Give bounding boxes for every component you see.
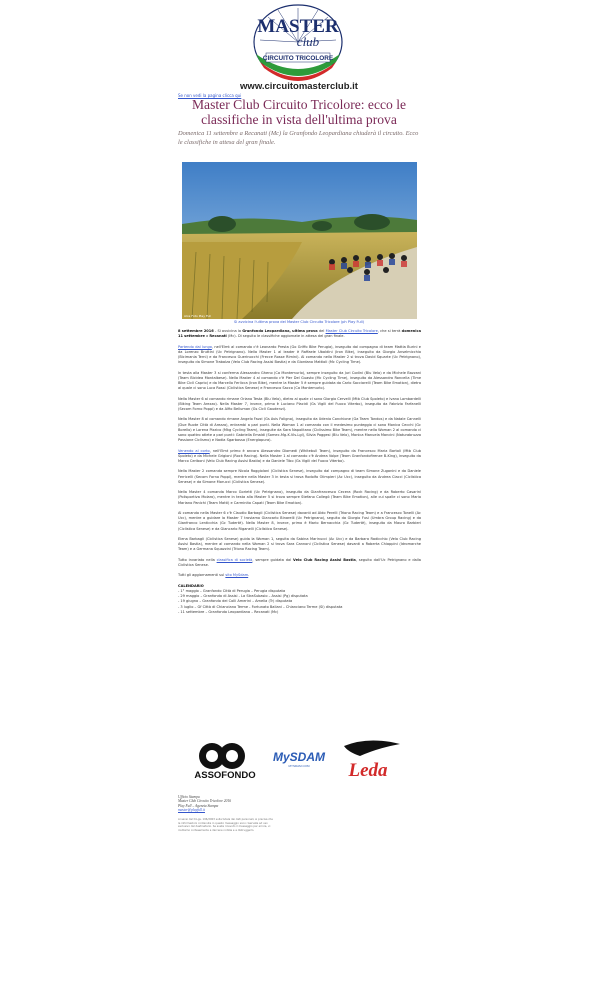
calendar-heading: CALENDARIO [178, 583, 204, 588]
text-span: , nell'Elmt al comando c'è Leonardo Presta (Go Griffo Bike Perugia), inseguito dal compagno di team Mattia Burini e da Lorenzo Bruttini (Uc Petrignano). Nella Master 1 al leader è Raffaele Ubaldini (Iron Bike), inseguito da Giorgio Anselmicchio (Bicimania Terni) e da Francesco Guerinocchi (Frecce Rosse Rimini). Al comando nella Master 2 si trova David Squarte (Uc Petrignano), inseguito da Simone Trabalza (Velo Club Racing Assisi Bastia) e da Giordano Mattioli (Mc Cycling Time). [178, 344, 421, 365]
mysdam-link[interactable]: sito MySdam [225, 573, 249, 578]
short-course-link[interactable]: Venendo al corto [178, 448, 210, 453]
text-span: , sempre guidata dal [252, 557, 294, 562]
leda-logo[interactable] [338, 734, 408, 782]
race-photo [182, 162, 417, 319]
logo-band-text: CIRCUITO TRICOLORE [262, 55, 334, 62]
text-span: , seguito dall'Uc Petrignano e dalla Ciclistica Senese. [178, 557, 421, 567]
photo-caption: Si avvicina l'ultima prova del Master Club Circuito Tricolore (ph Play Full) [233, 320, 365, 324]
photo-credit: Alca Foto Play Full [184, 314, 212, 318]
leda-label: Leda [348, 760, 388, 781]
text-span: Tutto invariato nella [178, 557, 217, 562]
paragraph-updates [178, 573, 421, 578]
long-course-link[interactable]: Partendo dal lungo [178, 344, 212, 349]
text-span: , nell'Elmt primo è ancora Alessandro Diomedi (Whitebull Team), inseguito da Francesco Maria Bartoli (Mtb Club Spoleto) e da Michele Grigioni (Rock Racing). Nella Master 1 al comando c'è Andrea Volpe (Team Granfondofirenze B-King), inseguito da Marco Ceriboni (Velo Club Racing Assisi Bastia) e da Daniele Tibo (Gs Vigili del Fuoco Viterbo). [178, 448, 421, 463]
calendar-item: - 19 giugno – Granfondo dei Colli Amerini – Amelia (Tr) disputata [178, 599, 293, 604]
paragraph-short-master-6-8: Al comando nella Master 6 c'è Claudio Barbagli (Ciclistica Senese) davanti ad Aldo Perelli (Triono Racing Team) e a Francesco Tonelli (Ac Ucc), mentre a guidare la Master 7 troviamo Giancarlo Binarelli (Uc Petrignano), seguito da Giorgio Fusi (Umbra Group Racing) e da Gianfranco Lenticchia (Gc Tudertè). Nella Master 8, invece, primo è Mario Bernacchia (Gc Tudertè), inseguito da Mauro Barbieri (Ciclistica Senese) e da Giancarlo Riganelli (Ciclistica Senese). [178, 510, 421, 531]
paragraph-long-elmt [178, 345, 421, 366]
paragraph-short-woman: Elena Barbagli (Ciclistica Senese) guida la Woman 1, seguita da Sabina Marinucci (Ac Ucc) e da Barbara Radicchio (Velo Club Racing Assisi Bastia), mentre al comando nella Woman 2 si trova Sara Cannoni (Ciclistica Senese) davanti a Roberta Chiappini (Idromarche Team) e a Germana Squazzini (Triono Racing Team). [178, 536, 421, 552]
event-date: domenica 11 settembre [178, 329, 421, 339]
paragraph-master-3-5: In testa alla Master 3 si conferma Alessandro Gheno (Ca Montemurlo), sempre inseguito da Juri Codini (Blu Velo) e da Michele Bazzani (Team Bicidea Montalbese). Nella Master 4 al comando c'è Pier Del Guasto (Mc Cycling Time), inseguito da Alessandro Roncella (Time Bike Ciclì Caprio) e da Marcello Ferlicca (Iron Bike), mentre la Master 5 è sempre guidata da Carlo Socciarelli (Team Bike Emotion), dietro al quale ci sono Luca Rossi (Ciclistica Senese) e Francesco Sacco (Ca Montemurlo). [178, 370, 421, 391]
text-span: del [317, 329, 326, 333]
view-in-browser-link[interactable]: Se non vedi la pagina clicca qui [178, 93, 242, 98]
paragraph-master-6-7: Nella Master 6 al comando rimane Oriano Testa (Blu Velo), dietro al quale ci sono Giorgio Cervelli (Mtb Club Spoleto) e Ivano Lombardelli (Biking Team Arezzo). Nella Master 7, invece, primo è Luciano Placidi (Gs Vigili del Fuoco Viterbo), inseguito da Fabrizio Farfanelli (Secom Forno Poppi) e da Alfio Belluman (Gs Ciclì Gaudenzi). [178, 396, 421, 411]
assofondo-label: ASSOFONDO [194, 770, 256, 781]
privacy-disclaimer: Ai sensi del D.Lgs. 196/2003 sulla tutela dei dati personali, si precisa che le informazioni contenute in questo messaggio sono riservate ad uso esclusivo del destinatario. Se avete ricevuto il messaggio per errore, vi invitiamo cortesemente a darcene notizia e a distruggerlo. [178, 818, 273, 832]
article-title: Master Club Circuito Tricolore: ecco le classifiche in vista dell'ultima prova [191, 97, 407, 127]
footer-email-link[interactable]: master@playfull.it [178, 808, 205, 813]
mysdam-logo[interactable] [266, 734, 332, 782]
race-photo-illustration [182, 162, 417, 319]
article-body [178, 329, 421, 615]
logo-word: MASTER [257, 16, 339, 37]
assofondo-logo[interactable] [190, 734, 260, 782]
calendar-item: - 11 settembre – Granfondo Leopardiana – Recanati (Mc) [178, 609, 279, 614]
paragraph-short-course [178, 449, 421, 465]
text-span: . [248, 573, 250, 578]
site-url[interactable]: www.circuitomasterclub.it [240, 81, 358, 92]
footer-line: Master Club Circuito Tricolore 2016 [178, 799, 232, 804]
article-subtitle: Domenica 11 settembre a Recanati (Mc) la Granfondo Leopardiana chiuderà il circuito. Ecco le classifiche in attesa del gran finale. [178, 130, 419, 146]
text-span: - Si avvicina la [213, 329, 243, 333]
press-office [178, 795, 288, 813]
event-name: Granfondo Leopardiana, ultima prova [242, 329, 318, 333]
paragraph-short-master-4-5: Nella Master 4 comanda Marco Gorietti (Uc Petrignano), inseguito da Gianfrancesco Cecera (Rock Racing) e da Roberto Casarini (Polisportiva Molaro), mentre in testa alla Master 5 si trova sempre Stefano Collegò (Team Bike Emotion), alle cui spalle ci sono Mario Mariano Panichi (Team Matti) e Carminito Capati (Team Bike Emotion). [178, 490, 421, 505]
calendar-list [178, 589, 421, 615]
event-location: Recanati [209, 334, 227, 339]
text-span: , che si terrà [377, 329, 402, 333]
paragraph-team-ranking [178, 558, 421, 568]
team-ranking-link[interactable]: classifica di società [216, 557, 253, 562]
leading-team: Velo Club Racing Assisi Bastia [293, 557, 356, 562]
paragraph-short-master-2-3: Nella Master 2 comanda sempre Nicola Roggiolani (Ciclistica Senese), inseguito dal compagno di team Simone Zuganini e da Daniele Ferricelli (Secom Forno Poppi), mentre nella Master 3 in testa si trova Rodolfo Olimpieri (Ac Ucc), inseguito da Andrea Ciacci (Ciclistica Senese) e da Simone Morucci (Ciclistica Senese). [178, 469, 421, 484]
mysdam-sub-label: MYSDAM.COM [288, 764, 310, 768]
footer-line: Play Full – Agenzia Stampa [178, 803, 219, 808]
footer-office: Ufficio Stampa [178, 795, 200, 799]
paragraph-master-8-woman: Nella Master 8 al comando rimane Angelo Fazzi (Gs Avis Foligno), inseguito da Udenio Conchione (Ga Team Tondos) e da Natale Cannelli (Due Ruote Città di Arezzo), entrambi a pari punti. Nella Woman 1 al comando con il medesimo punteggio ci sono Monica Cecchi (Gc Borello) e Lorena Pizzico (Mkg Cycling Team), inseguite da Sara Napolitano (Ciclissimo Bike Team), mentre nella Woman 2 al comando ci sono quattro atlete a pari punti: Gabriella Emaldi (Somec-Mg-K.Vis-Lgl), Silvia Poggesi (Blu Velo), Monica Manuela Mancini (Naturabruzzo Passione Ciclismo) e Nadia Sgarbossa (Energiapura). [178, 417, 421, 443]
sponsor-logos [190, 734, 408, 782]
calendar-item: - 1° maggio – Granfondo Città di Perugia – Perugia disputata [178, 588, 286, 593]
circuit-link[interactable]: Master Club Circuito Tricolore [325, 329, 378, 333]
text-span: Tutti gli aggiornamenti sul [178, 573, 226, 578]
paragraph-intro [178, 329, 421, 339]
mysdam-label: MySDAM [272, 750, 326, 764]
text-span: (Mc). Di seguito le classifiche aggiornate in attesa del gran finale. [226, 334, 345, 339]
calendar-item: - 3 luglio – Gf Città di Chianciano Terme - Fortunato Baliani – Chianciano Terme (Si) disputata [178, 604, 343, 609]
text-span: a [204, 334, 210, 339]
article-date: 8 settembre 2016 [178, 329, 214, 333]
logo-sub: club [296, 34, 320, 49]
master-club-logo[interactable] [248, 2, 348, 92]
calendar-item: - 29 maggio – Granfondo di Assisi - La StraSubasio – Assisi (Pg) disputata [178, 594, 308, 599]
